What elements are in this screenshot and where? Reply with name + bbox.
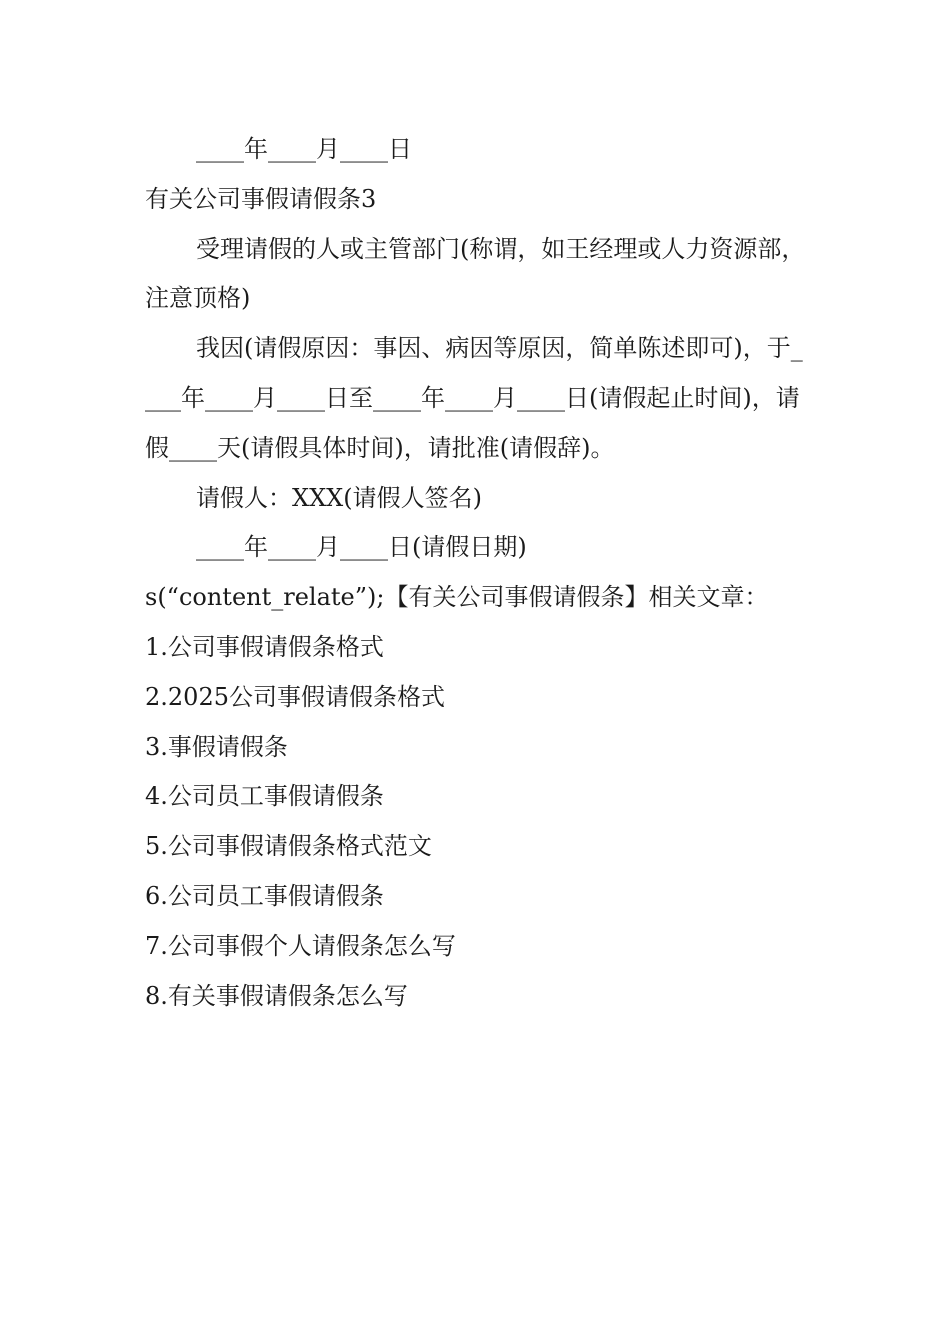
related-article-link[interactable]: 5.公司事假请假条格式范文 — [145, 832, 432, 861]
document-page — [145, 125, 810, 1021]
request-date-line: ____年____月____日(请假日期) — [196, 533, 527, 562]
recipient-paragraph: 受理请假的人或主管部门(称谓，如王经理或人力资源部，注意顶格) — [145, 234, 806, 313]
related-article-link[interactable]: 4.公司员工事假请假条 — [145, 782, 384, 811]
related-article-link[interactable]: 8.有关事假请假条怎么写 — [145, 981, 408, 1010]
date-line: ____年____月____日 — [196, 135, 412, 163]
related-article-link[interactable]: 2.2025公司事假请假条格式 — [145, 682, 445, 711]
reason-paragraph: 我因(请假原因：事因、病因等原因，简单陈述即可)，于____年____月____日至____年____月____日(请假起止时间)，请假____天(请假具体时间)，请批准(请假辞)。 — [145, 334, 803, 462]
section-heading: 有关公司事假请假条3 — [145, 184, 377, 213]
applicant-line: 请假人：XXX(请假人签名) — [196, 483, 482, 512]
related-articles-heading: s(“content_relate”);【有关公司事假请假条】相关文章： — [145, 583, 769, 612]
related-article-link[interactable]: 7.公司事假个人请假条怎么写 — [145, 931, 456, 960]
related-article-link[interactable]: 1.公司事假请假条格式 — [145, 632, 384, 661]
related-article-link[interactable]: 6.公司员工事假请假条 — [145, 881, 384, 910]
related-articles-list — [145, 623, 810, 1021]
related-article-link[interactable]: 3.事假请假条 — [145, 732, 288, 761]
